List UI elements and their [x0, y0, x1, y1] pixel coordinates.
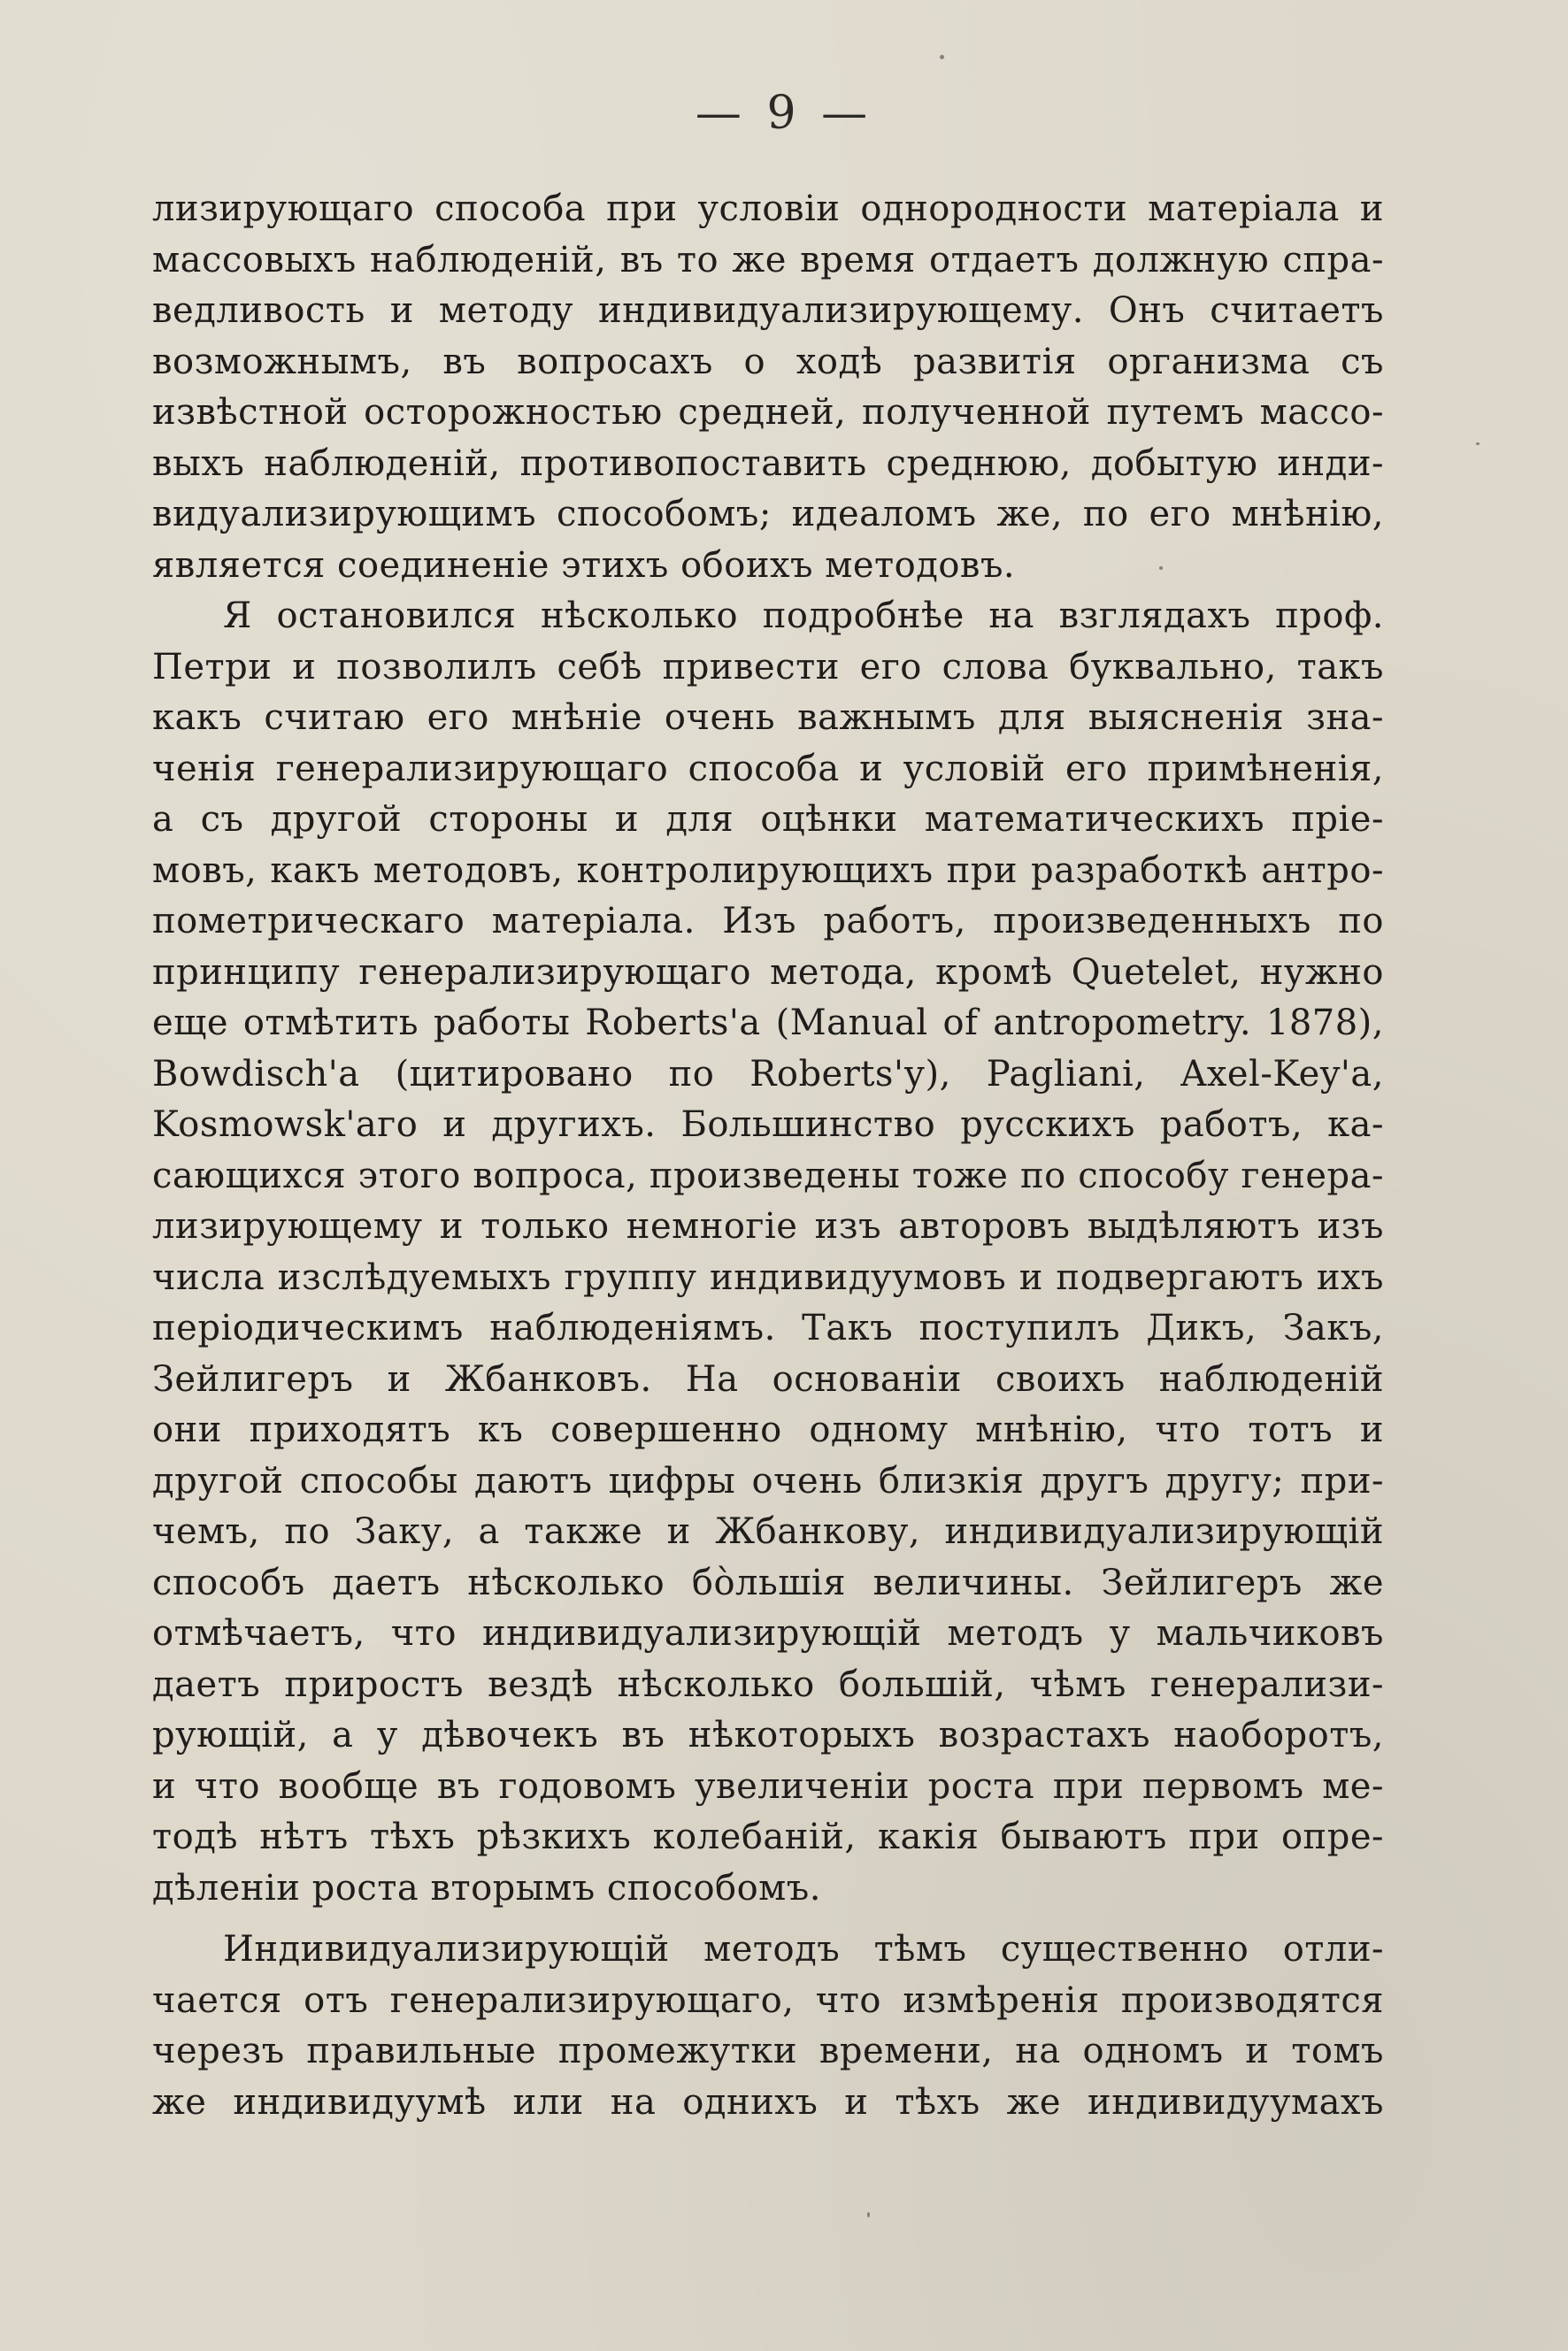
text-line: способъ даетъ нѣсколько бо̀льшія величины. Зейлигеръ же — [152, 1562, 1384, 1603]
scan-speck — [1476, 442, 1480, 445]
text-line: періодическимъ наблюденіямъ. Такъ поступилъ Дикъ, Закъ, — [152, 1308, 1384, 1348]
text-line: извѣстной осторожностью средней, полученной путемъ массо- — [152, 392, 1384, 433]
text-line: возможнымъ, въ вопросахъ о ходѣ развитія организма съ — [152, 341, 1384, 382]
text-line: лизирующему и только немногіе изъ авторовъ выдѣляютъ изъ — [152, 1206, 1384, 1247]
body-text — [152, 184, 1384, 2128]
text-line: Индивидуализирующій методъ тѣмъ существенно отли- — [223, 1929, 1384, 1970]
scan-speck — [1159, 566, 1163, 570]
text-line: видуализирующимъ способомъ; идеаломъ же, по его мнѣнію, — [152, 494, 1384, 534]
text-line: мовъ, какъ методовъ, контролирующихъ при разработкѣ антро- — [152, 849, 1384, 891]
text-line: ченія генерализирующаго способа и условій его примѣненія, — [152, 748, 1384, 789]
text-line: черезъ правильные промежутки времени, на одномъ и томъ — [152, 2031, 1384, 2071]
text-line: сающихся этого вопроса, произведены тоже по способу генера- — [152, 1155, 1384, 1196]
scan-speck — [940, 55, 944, 59]
text-line: лизирующаго способа при условіи однородности матеріала и — [152, 188, 1384, 229]
paragraph-1 — [152, 184, 1384, 591]
text-line: Kosmowsk'аго и другихъ. Большинство русскихъ работъ, ка- — [152, 1104, 1384, 1145]
text-line: еще отмѣтить работы Roberts'a (Manual of antropometry. 1878), — [152, 1003, 1384, 1043]
text-line: выхъ наблюденій, противопоставить среднюю, добытую инди- — [152, 442, 1384, 484]
text-line: дѣленіи роста вторымъ способомъ. — [152, 1867, 821, 1909]
scan-speck — [867, 2212, 870, 2217]
text-line: тодѣ нѣтъ тѣхъ рѣзкихъ колебаній, какія бываютъ при опре- — [152, 1817, 1384, 1857]
text-line: ведливость и методу индивидуализирующему. Онъ считаетъ — [152, 290, 1384, 331]
text-line: Зейлигеръ и Жбанковъ. На основаніи своихъ наблюденій — [152, 1358, 1384, 1400]
page-number: — 9 — — [695, 87, 873, 140]
text-line: числа изслѣдуемыхъ группу индивидуумовъ и подвергаютъ ихъ — [152, 1256, 1384, 1298]
text-line: они приходятъ къ совершенно одному мнѣнію, что тотъ и — [152, 1410, 1384, 1450]
text-line: Я остановился нѣсколько подробнѣе на взглядахъ проф. — [223, 595, 1384, 636]
text-line: пометрическаго матеріала. Изъ работъ, произведенныхъ по — [152, 901, 1384, 941]
text-line: Bowdisch'a (цитировано по Roberts'у), Pagliani, Axel-Key'a, — [152, 1053, 1384, 1095]
text-line: чается отъ генерализирующаго, что измѣренія производятся — [152, 1979, 1384, 2021]
text-line: и что вообще въ годовомъ увеличеніи роста при первомъ ме- — [152, 1765, 1384, 1807]
paragraph-2 — [152, 591, 1384, 1914]
text-line: рующій, а у дѣвочекъ въ нѣкоторыхъ возрастахъ наоборотъ, — [152, 1715, 1384, 1756]
text-line: чемъ, по Заку, а также и Жбанкову, индивидуализирующій — [152, 1511, 1384, 1552]
text-line: другой способы даютъ цифры очень близкія другъ другу; при- — [152, 1460, 1384, 1502]
paragraph-3 — [152, 1925, 1384, 2128]
text-line: массовыхъ наблюденій, въ то же время отдаетъ должную спра- — [152, 239, 1384, 280]
text-line: отмѣчаетъ, что индивидуализирующій методъ у мальчиковъ — [152, 1613, 1384, 1654]
text-line: Петри и позволилъ себѣ привести его слова буквально, такъ — [152, 646, 1384, 688]
text-line: а съ другой стороны и для оцѣнки математическихъ пріе- — [152, 799, 1384, 840]
text-line: является соединеніе этихъ обоихъ методовъ. — [152, 544, 1016, 586]
text-line: принципу генерализирующаго метода, кромѣ Quetelet, нужно — [152, 951, 1384, 993]
text-line: даетъ приростъ вездѣ нѣсколько большій, чѣмъ генерализи- — [152, 1663, 1384, 1705]
text-line: же индивидуумѣ или на однихъ и тѣхъ же индивидуумахъ — [152, 2081, 1384, 2123]
text-line: какъ считаю его мнѣніе очень важнымъ для выясненія зна- — [152, 697, 1384, 738]
